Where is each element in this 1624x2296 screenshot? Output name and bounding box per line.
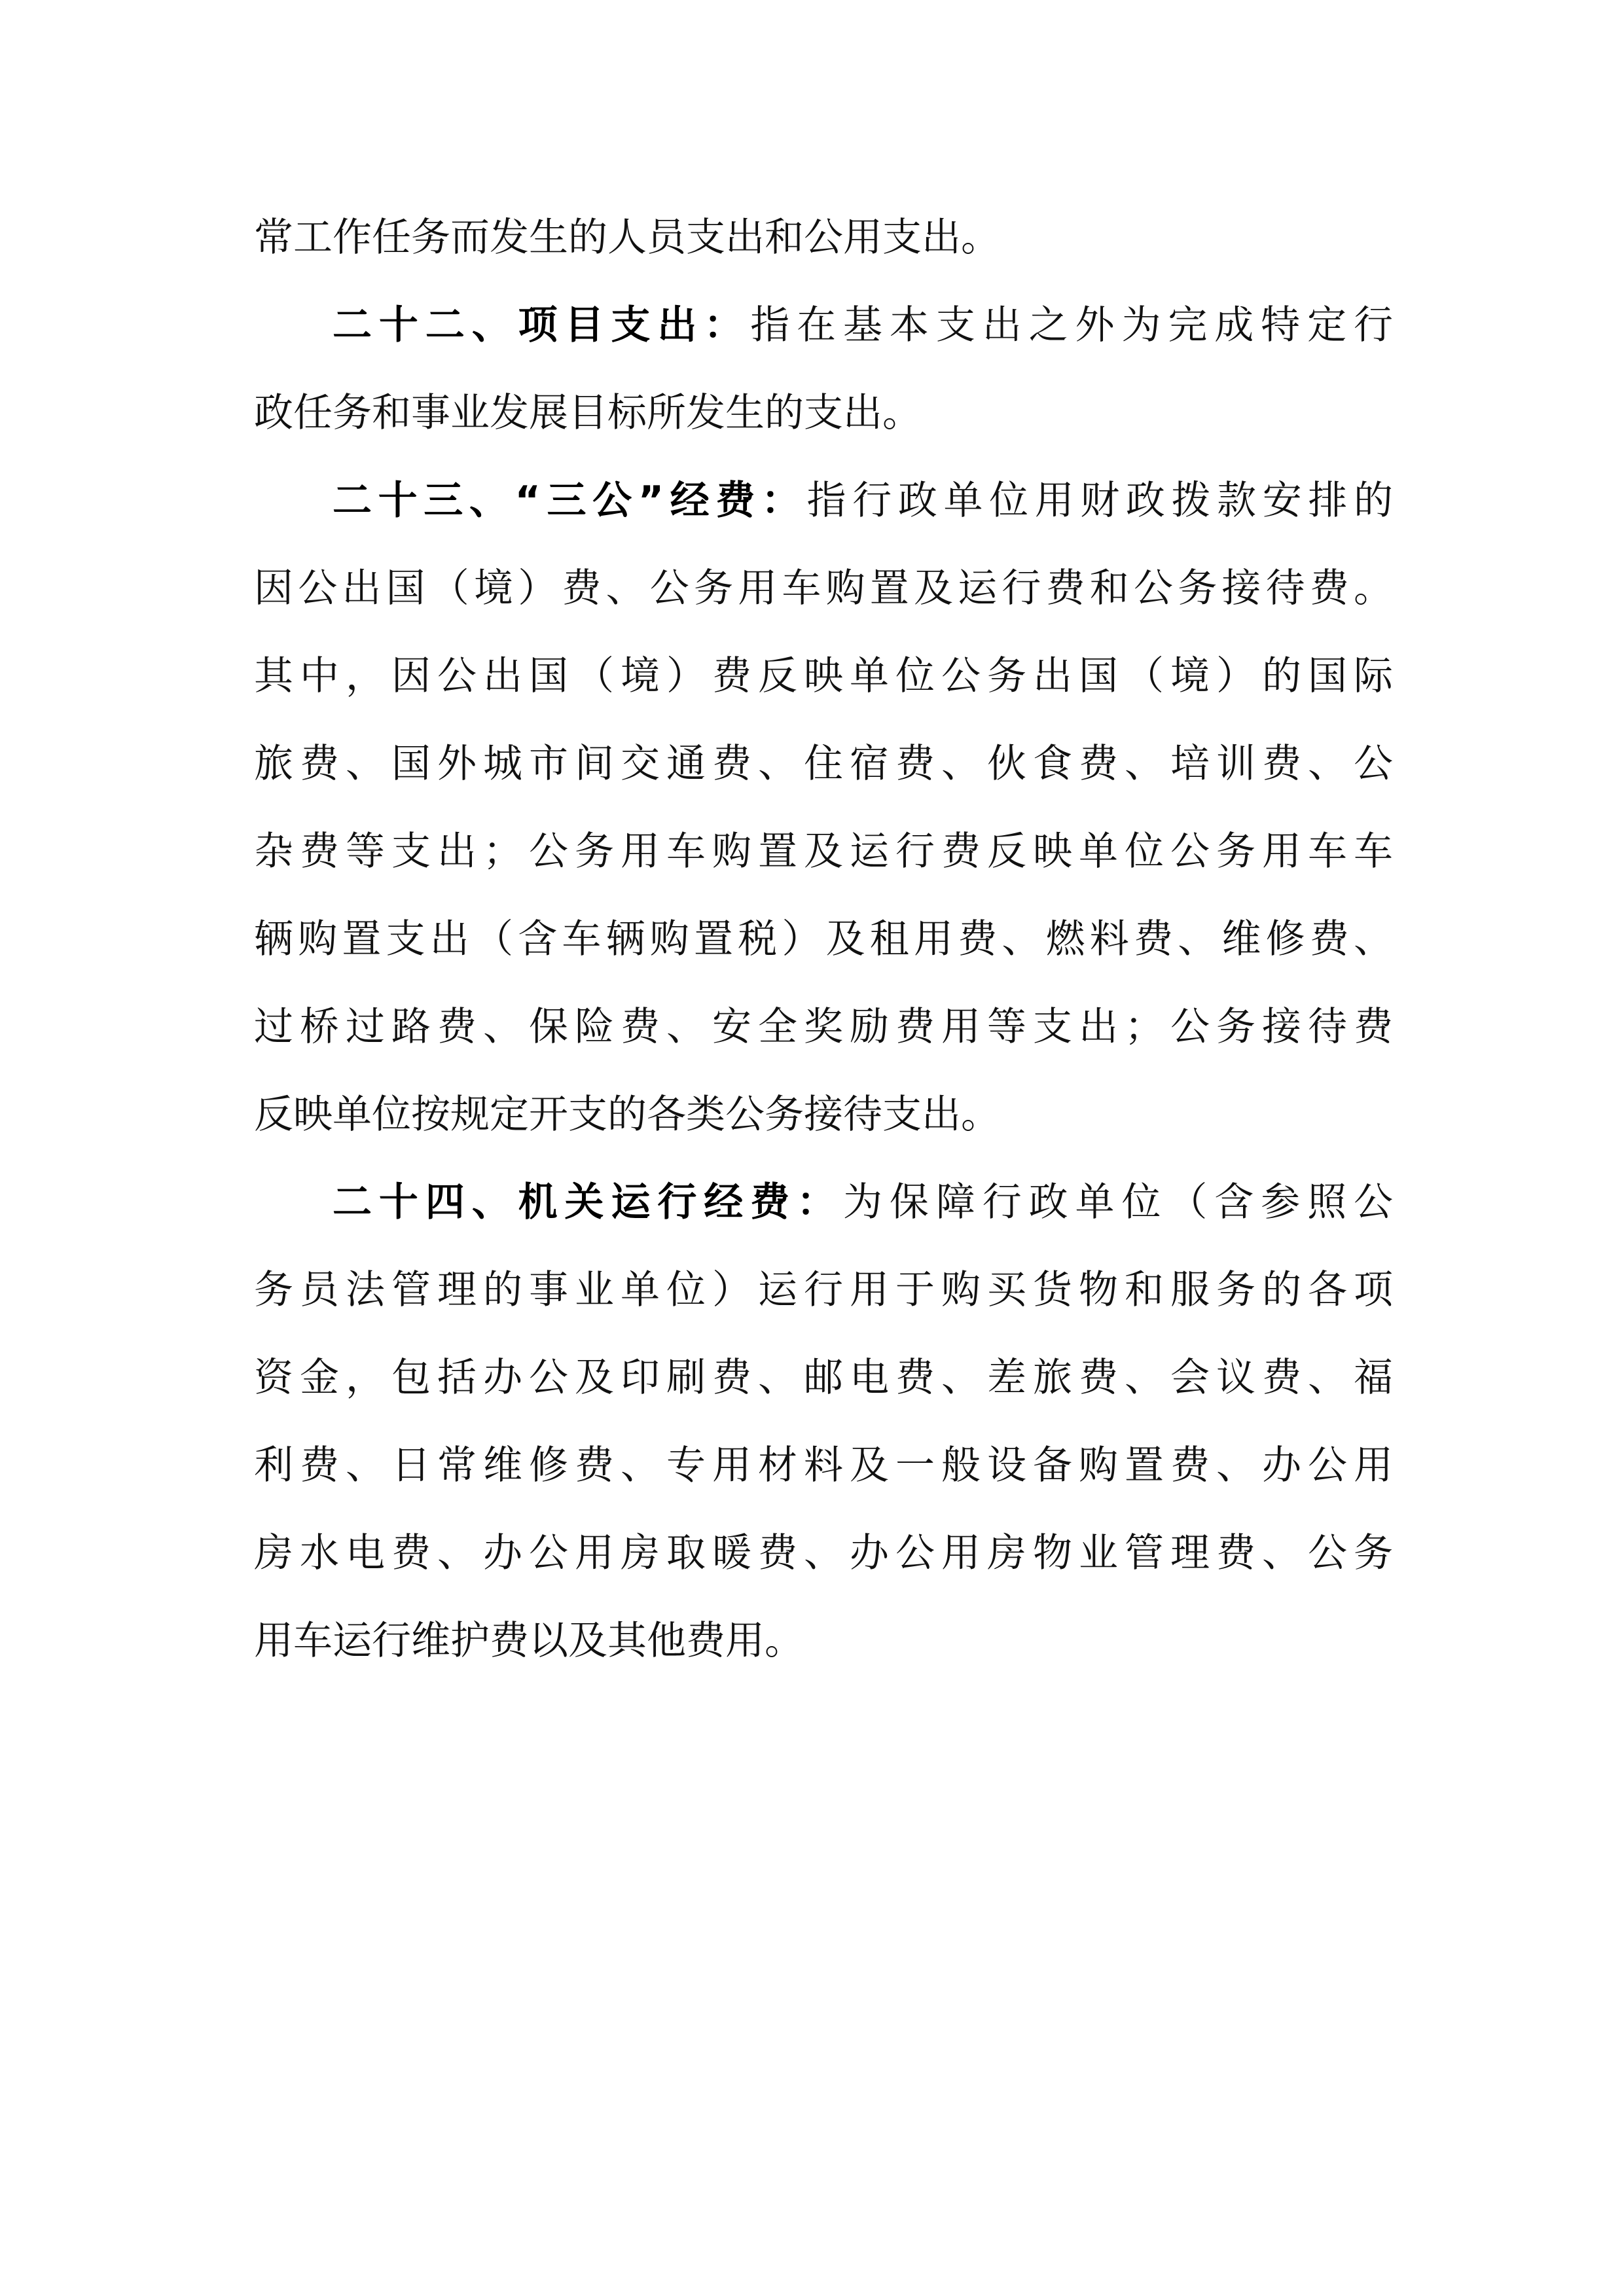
section-23-first-line [333, 475, 1393, 527]
body-line: 辆购置支出（含车辆购置税）及租用费、燃料费、维修费、 [254, 916, 1393, 962]
section-23-heading: 二十三、“三公”经费： [333, 478, 807, 524]
body-line: 过桥过路费、保险费、安全奖励费用等支出；公务接待费 [254, 1004, 1393, 1050]
section-23-text: 指行政单位用财政拨款安排的 [806, 478, 1393, 524]
section-24-first-line [333, 1176, 1393, 1229]
body-line: 常工作任务而发生的人员支出和公用支出。 [254, 215, 1000, 260]
body-line: 利费、日常维修费、专用材料及一般设备购置费、办公用 [254, 1443, 1393, 1488]
section-22-first-line [333, 299, 1393, 351]
body-line: 因公出国（境）费、公务用车购置及运行费和公务接待费。 [254, 565, 1393, 611]
body-line: 资金，包括办公及印刷费、邮电费、差旅费、会议费、福 [254, 1355, 1393, 1401]
section-22-text: 指在基本支出之外为完成特定行 [750, 302, 1394, 348]
section-22-heading: 二十二、项目支出： [333, 302, 751, 348]
body-line: 房水电费、办公用房取暖费、办公用房物业管理费、公务 [254, 1530, 1393, 1576]
body-line: 杂费等支出；公务用车购置及运行费反映单位公务用车车 [254, 829, 1393, 874]
section-24-text: 为保障行政单位（含参照公 [843, 1179, 1393, 1225]
body-line: 用车运行维护费以及其他费用。 [254, 1618, 804, 1664]
section-24-heading: 二十四、机关运行经费： [333, 1179, 843, 1225]
body-line: 旅费、国外城市间交通费、住宿费、伙食费、培训费、公 [254, 741, 1393, 787]
body-line: 其中，因公出国（境）费反映单位公务出国（境）的国际 [254, 653, 1393, 699]
body-line: 务员法管理的事业单位）运行用于购买货物和服务的各项 [254, 1267, 1393, 1313]
body-line: 反映单位按规定开支的各类公务接待支出。 [254, 1092, 1000, 1138]
body-line: 政任务和事业发展目标所发生的支出。 [254, 390, 922, 436]
